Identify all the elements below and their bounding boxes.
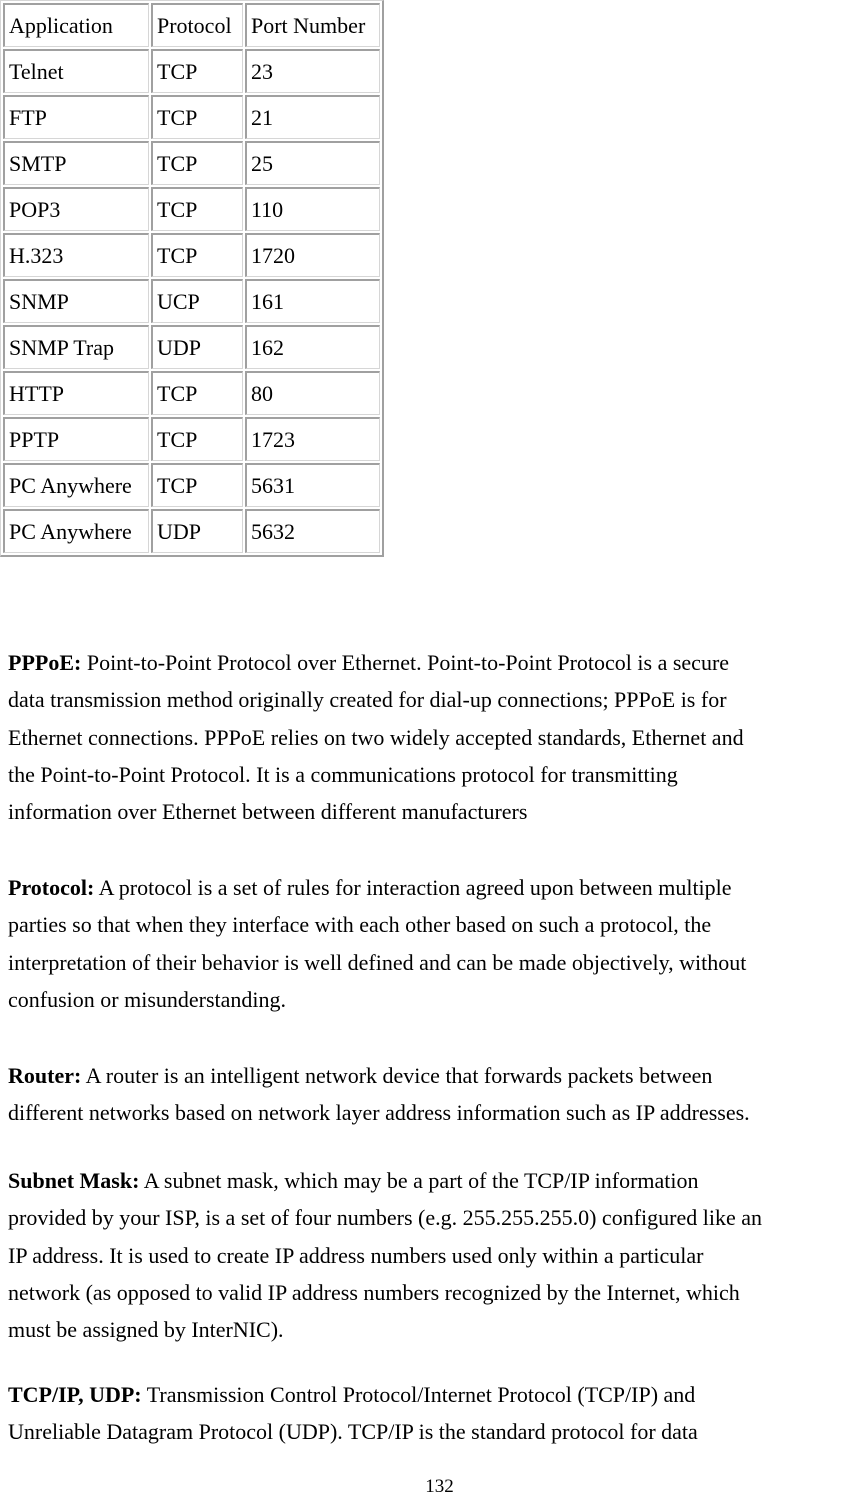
table-row [3, 371, 380, 415]
definition-paragraph [8, 1057, 865, 1132]
port-number-cell: 161 [245, 279, 380, 323]
table-row [3, 233, 380, 277]
definition-text: network (as opposed to valid IP address numbers recognized by the Internet, which [8, 1279, 740, 1305]
definition-text: Unreliable Datagram Protocol (UDP). TCP/IP is the standard protocol for data [8, 1419, 698, 1445]
definition-line [8, 1162, 865, 1199]
definition-line [8, 1274, 865, 1311]
definition-text: A protocol is a set of rules for interaction agreed upon between multiple [94, 875, 732, 900]
definition-line [8, 1094, 865, 1131]
application-cell: PC Anywhere [3, 463, 149, 507]
definition-paragraph [8, 869, 865, 1018]
port-number-cell: 110 [245, 187, 380, 231]
application-cell: PPTP [3, 417, 149, 461]
definition-line [8, 906, 865, 943]
definition-text: different networks based on network layer address information such as IP addresses. [8, 1100, 750, 1126]
definition-line [8, 869, 865, 906]
protocol-cell: TCP [151, 95, 243, 139]
table-row [3, 463, 380, 507]
protocol-cell: UDP [151, 325, 243, 369]
application-cell: PC Anywhere [3, 509, 149, 553]
definition-line [8, 756, 865, 793]
table-row [3, 95, 380, 139]
page-number: 132 [425, 1476, 454, 1497]
port-number-cell: 23 [245, 49, 380, 93]
table-row [3, 417, 380, 461]
definition-line [8, 681, 865, 718]
port-number-cell: 80 [245, 371, 380, 415]
protocol-cell: TCP [151, 141, 243, 185]
table-row [3, 141, 380, 185]
protocol-cell: TCP [151, 233, 243, 277]
definition-term: Subnet Mask: [8, 1168, 140, 1193]
definition-term: Router: [8, 1063, 82, 1088]
port-number-cell: 1720 [245, 233, 380, 277]
port-number-cell: 1723 [245, 417, 380, 461]
column-header: Application [3, 3, 149, 47]
definition-text: parties so that when they interface with each other based on such a protocol, the [8, 912, 712, 938]
definition-text: Ethernet connections. PPPoE relies on two widely accepted standards, Ethernet and [8, 724, 744, 750]
definition-text: IP address. It is used to create IP address numbers used only within a particular [8, 1242, 704, 1268]
definition-text: Transmission Control Protocol/Internet Protocol (TCP/IP) and [141, 1382, 696, 1407]
definition-text: interpretation of their behavior is well defined and can be made objectively, without [8, 949, 747, 975]
table-row [3, 509, 380, 553]
protocol-cell: TCP [151, 371, 243, 415]
definition-line [8, 1237, 865, 1274]
definition-text: confusion or misunderstanding. [8, 986, 287, 1012]
table-row [3, 187, 380, 231]
definition-paragraph [8, 1376, 865, 1451]
port-number-cell: 5631 [245, 463, 380, 507]
definition-text: Point-to-Point Protocol over Ethernet. Point-to-Point Protocol is a secure [81, 650, 730, 675]
definition-text: data transmission method originally created for dial-up connections; PPPoE is for [8, 687, 727, 713]
application-cell: Telnet [3, 49, 149, 93]
table-header-row [3, 3, 380, 47]
definition-text: A router is an intelligent network device that forwards packets between [81, 1063, 713, 1088]
definition-text: information over Ethernet between different manufacturers [8, 799, 528, 825]
protocol-cell: UDP [151, 509, 243, 553]
protocol-cell: TCP [151, 187, 243, 231]
definition-text: the Point-to-Point Protocol. It is a communications protocol for transmitting [8, 761, 678, 787]
definition-term: PPPoE: [8, 650, 82, 675]
definition-line [8, 1311, 865, 1348]
definition-text: must be assigned by InterNIC). [8, 1317, 284, 1343]
definition-text: A subnet mask, which may be a part of the TCP/IP information [139, 1168, 699, 1193]
application-cell: FTP [3, 95, 149, 139]
definition-line [8, 1199, 865, 1236]
definition-line [8, 1057, 865, 1094]
definition-line [8, 793, 865, 830]
port-number-cell: 5632 [245, 509, 380, 553]
definition-paragraph [8, 644, 865, 830]
table-row [3, 279, 380, 323]
application-cell: SNMP Trap [3, 325, 149, 369]
port-number-cell: 21 [245, 95, 380, 139]
table-row [3, 325, 380, 369]
application-cell: POP3 [3, 187, 149, 231]
application-cell: HTTP [3, 371, 149, 415]
definition-line [8, 1376, 865, 1413]
port-number-cell: 25 [245, 141, 380, 185]
protocol-cell: TCP [151, 417, 243, 461]
application-cell: H.323 [3, 233, 149, 277]
definition-line [8, 1413, 865, 1450]
application-cell: SMTP [3, 141, 149, 185]
definition-paragraph [8, 1162, 865, 1348]
definition-line [8, 719, 865, 756]
definition-text: provided by your ISP, is a set of four numbers (e.g. 255.255.255.0) configured like an [8, 1205, 762, 1231]
table-row [3, 49, 380, 93]
protocol-cell: UCP [151, 279, 243, 323]
application-cell: SNMP [3, 279, 149, 323]
definition-term: Protocol: [8, 875, 95, 900]
protocol-cell: TCP [151, 49, 243, 93]
protocol-cell: TCP [151, 463, 243, 507]
port-number-cell: 162 [245, 325, 380, 369]
definition-term: TCP/IP, UDP: [8, 1382, 142, 1407]
column-header: Port Number [245, 3, 380, 47]
port-number-table [0, 0, 384, 557]
column-header: Protocol [151, 3, 243, 47]
definition-line [8, 981, 865, 1018]
definition-line [8, 944, 865, 981]
definition-line [8, 644, 865, 681]
